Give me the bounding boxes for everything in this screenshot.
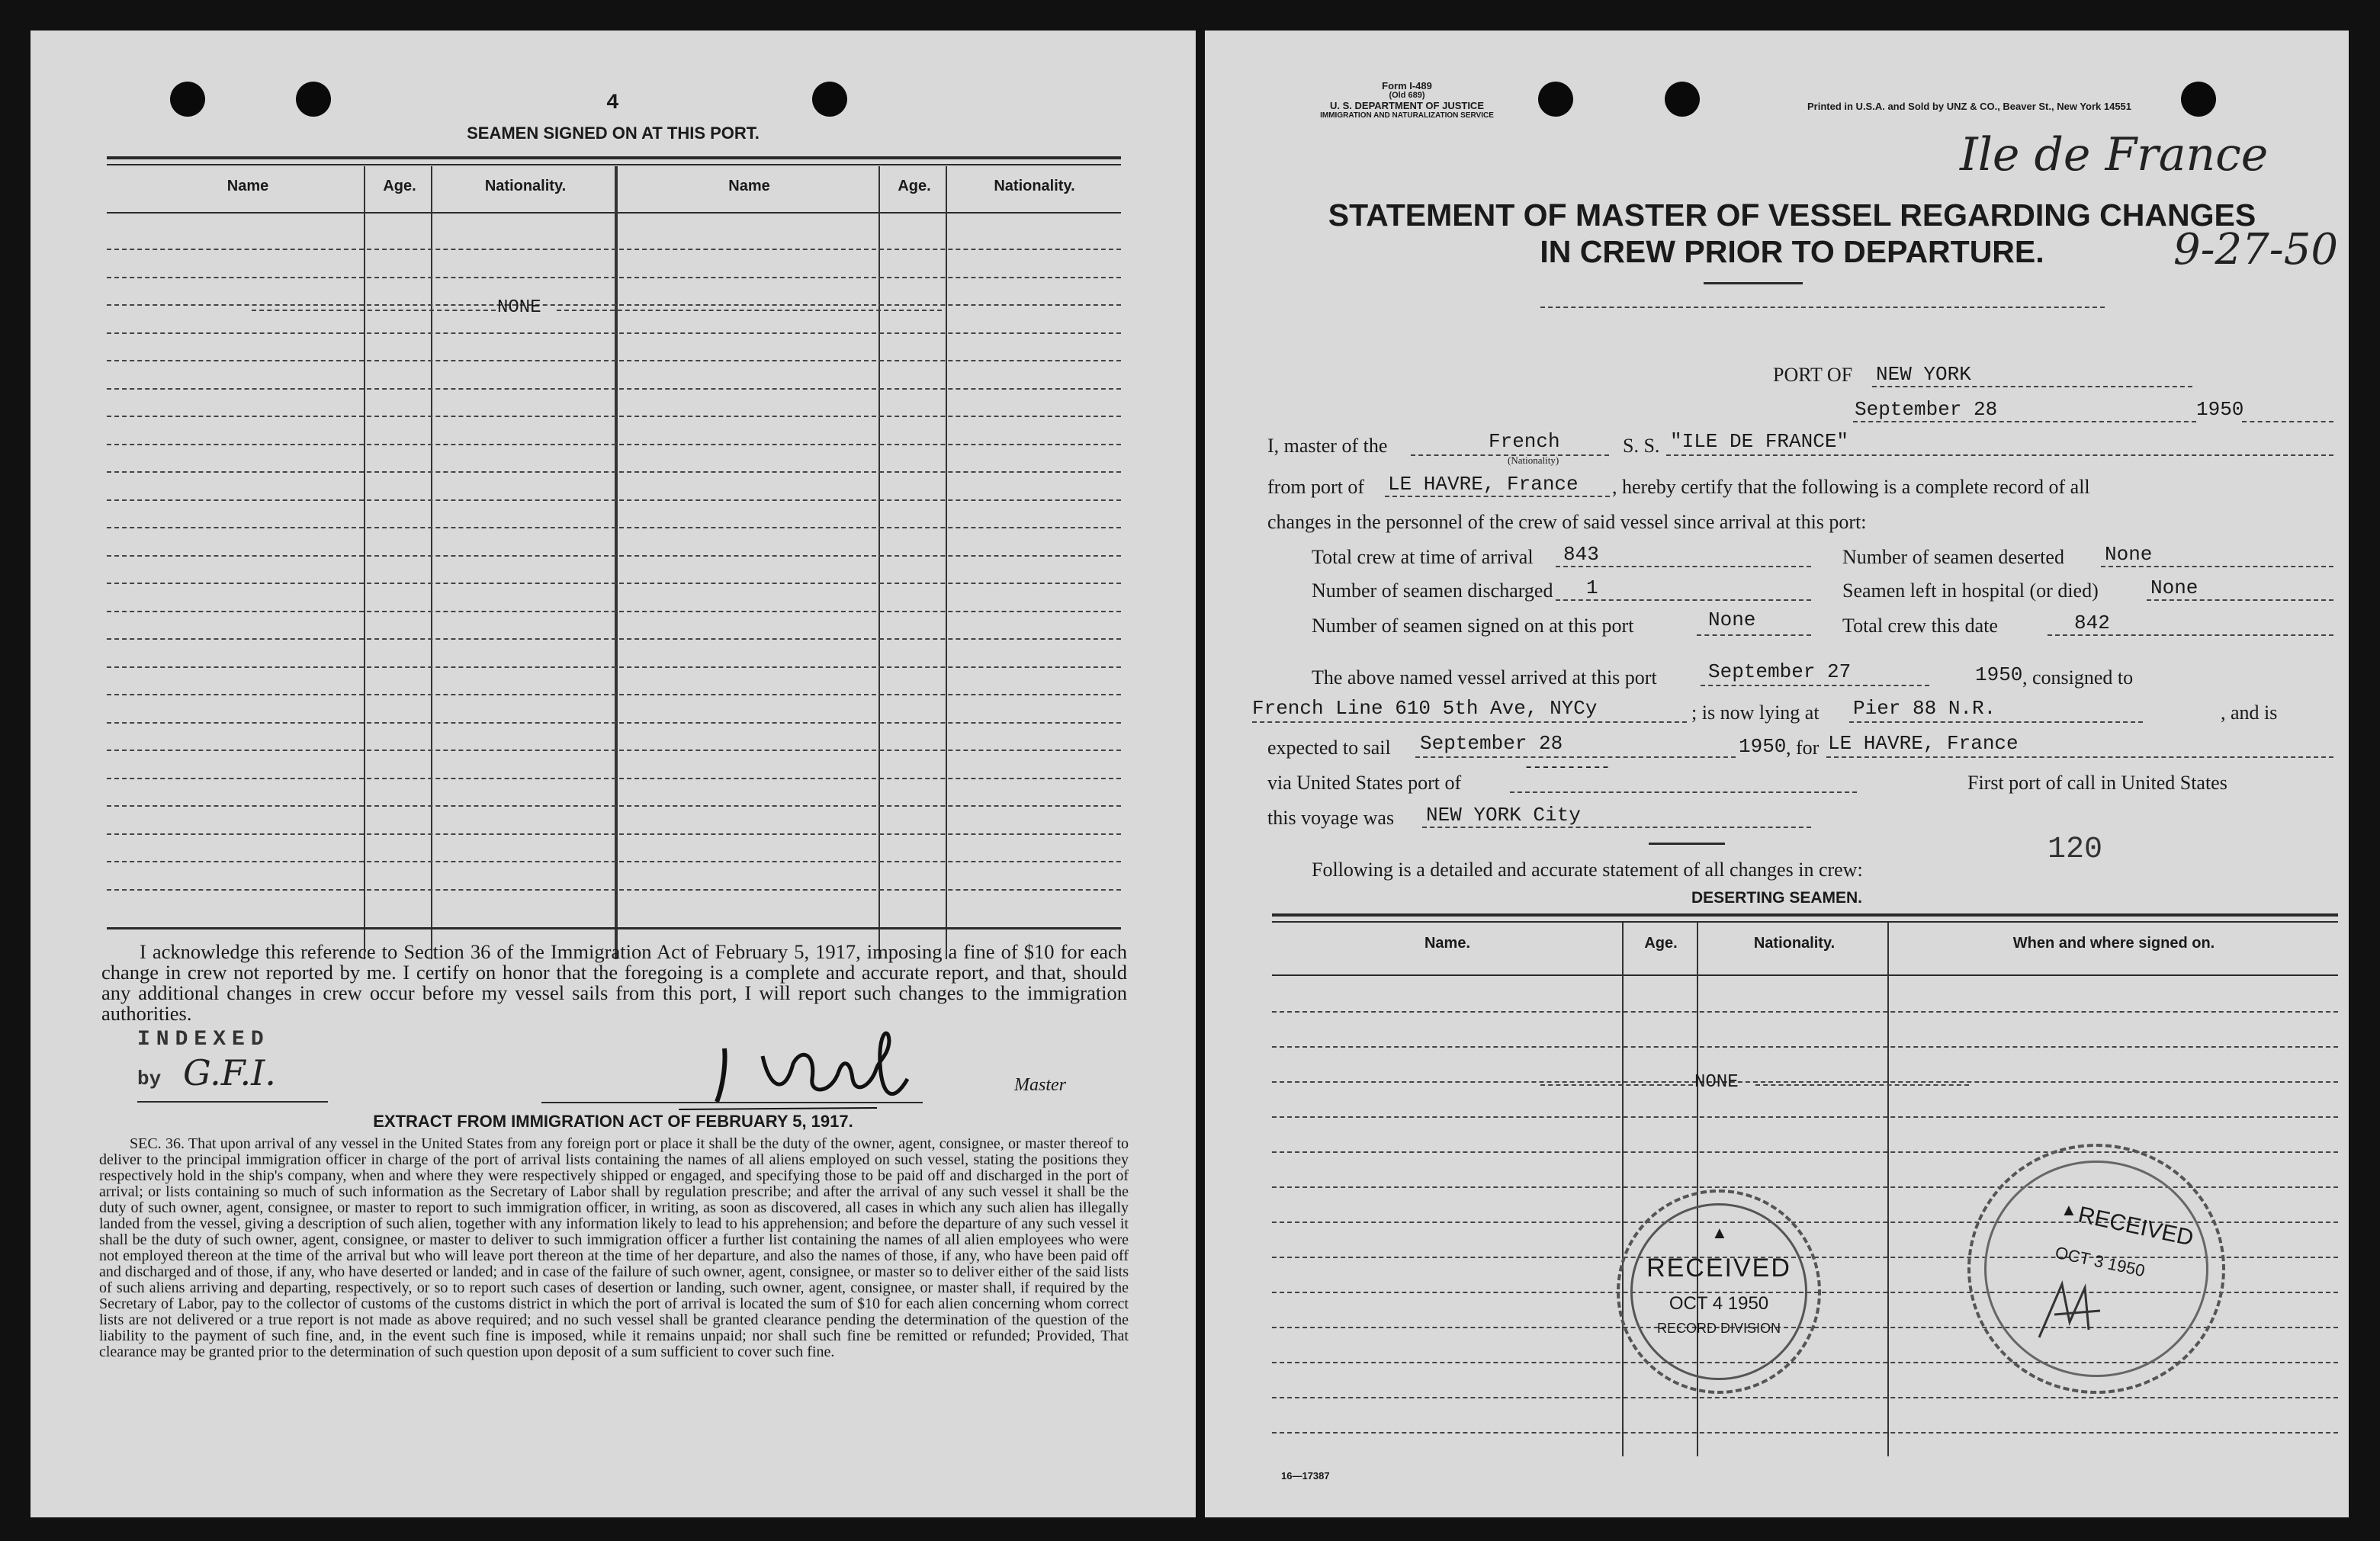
deserting-title: DESERTING SEAMEN. bbox=[1691, 889, 1863, 907]
form-title bbox=[1266, 197, 2318, 270]
fill-line bbox=[2101, 566, 2333, 567]
form-old-number: (Old 689) bbox=[1389, 91, 1425, 100]
voyage-label: this voyage was bbox=[1267, 807, 1395, 829]
table-row-rule bbox=[107, 444, 1121, 445]
fill-line bbox=[1849, 721, 2143, 723]
divider bbox=[107, 156, 1121, 159]
punch-hole bbox=[812, 82, 847, 117]
total-crew-date-label: Total crew this date bbox=[1842, 615, 1998, 637]
column-rule bbox=[878, 166, 880, 959]
discharged-label: Number of seamen discharged bbox=[1312, 579, 1553, 602]
dash-line bbox=[557, 310, 942, 311]
punch-hole bbox=[170, 82, 205, 117]
department: U. S. DEPARTMENT OF JUSTICE bbox=[1330, 100, 1484, 111]
column-header: When and where signed on. bbox=[2012, 935, 2215, 952]
nationality-caption: (Nationality) bbox=[1508, 454, 1559, 466]
fill-line bbox=[1556, 566, 1811, 567]
column-header: Age. bbox=[383, 178, 416, 194]
table-row-rule bbox=[107, 249, 1121, 250]
fill-line bbox=[2242, 421, 2333, 422]
dash-line bbox=[252, 310, 496, 311]
table-row-rule bbox=[107, 277, 1121, 278]
via-label: via United States port of bbox=[1267, 772, 1462, 794]
table-row-rule bbox=[107, 555, 1121, 557]
changes-text: changes in the personnel of the crew of said vessel since arrival at this port: bbox=[1267, 511, 1867, 533]
column-rule bbox=[615, 166, 618, 959]
first-port-label: First port of call in United States bbox=[1967, 772, 2227, 794]
form-header bbox=[1251, 81, 1563, 120]
indexed-by-label: by bbox=[137, 1067, 162, 1090]
ss-label: S. S. bbox=[1623, 435, 1660, 457]
table-row-rule bbox=[107, 750, 1121, 751]
date-year: 1950 bbox=[2196, 398, 2244, 421]
fill-line bbox=[1556, 599, 1811, 601]
and-is-label: , and is bbox=[2221, 701, 2278, 724]
title-line-2: IN CREW PRIOR TO DEPARTURE. bbox=[1540, 234, 2044, 269]
fill-line bbox=[1853, 421, 2196, 422]
indexed-stamp: INDEXED bbox=[137, 1028, 270, 1051]
none-label: NONE bbox=[497, 297, 541, 318]
fill-line bbox=[2147, 599, 2333, 601]
signed-on-value: None bbox=[1708, 608, 1756, 631]
table-row-rule bbox=[107, 360, 1121, 361]
sail-date-value: September 28 bbox=[1420, 732, 1563, 755]
signed-on-label: Number of seamen signed on at this port bbox=[1312, 615, 1634, 637]
fill-line bbox=[1422, 827, 1811, 828]
consigned-label: , consigned to bbox=[2022, 666, 2134, 689]
table-row-rule bbox=[107, 889, 1121, 891]
divider bbox=[1272, 913, 2338, 917]
column-header: Age. bbox=[898, 178, 931, 194]
punch-hole bbox=[2181, 82, 2216, 117]
table-row-rule bbox=[107, 805, 1121, 807]
table-bottom-rule bbox=[107, 927, 1121, 929]
dash-line bbox=[1755, 1084, 1969, 1086]
stamp-division: RECORD DIVISION bbox=[1656, 1321, 1781, 1336]
for-label: , for bbox=[1786, 737, 1820, 759]
table-row-rule bbox=[107, 638, 1121, 640]
table-row-rule bbox=[107, 611, 1121, 612]
fill-line bbox=[1872, 386, 2192, 387]
total-crew-arrival-label: Total crew at time of arrival bbox=[1312, 546, 1534, 568]
none-entry bbox=[252, 297, 946, 319]
destination-value: LE HAVRE, France bbox=[1828, 732, 2019, 755]
signature-rule bbox=[137, 1101, 328, 1103]
table-row-rule bbox=[107, 861, 1121, 862]
ss-value: "ILE DE FRANCE" bbox=[1670, 430, 1849, 453]
up-arrow-icon: ▲ bbox=[1711, 1223, 1728, 1242]
table-row-rule bbox=[1272, 1432, 2338, 1433]
sail-year: 1950 bbox=[1739, 735, 1787, 758]
column-rule bbox=[431, 166, 432, 959]
deserted-value: None bbox=[2105, 543, 2153, 566]
pier-value: Pier 88 N.R. bbox=[1853, 697, 1996, 720]
handwritten-date: 9-27-50 bbox=[2173, 225, 2338, 274]
column-rule bbox=[946, 166, 947, 959]
table-row-rule bbox=[107, 583, 1121, 584]
right-page bbox=[1205, 30, 2349, 1517]
title-rule bbox=[1704, 282, 1803, 284]
header-rule bbox=[1272, 974, 2338, 976]
handwritten-ship-name: Ile de France bbox=[1960, 128, 2269, 181]
punch-hole bbox=[1665, 82, 1700, 117]
expected-label: expected to sail bbox=[1267, 737, 1391, 759]
received-stamp bbox=[1967, 1144, 2225, 1394]
table-row-rule bbox=[1272, 1116, 2338, 1118]
column-header: Nationality. bbox=[994, 178, 1075, 194]
page-mark: 4 bbox=[606, 91, 619, 115]
date-value: September 28 bbox=[1855, 398, 1998, 421]
table-row-rule bbox=[107, 527, 1121, 528]
via-value: ---------- bbox=[1524, 758, 1610, 777]
punch-hole bbox=[296, 82, 331, 117]
separator bbox=[1649, 843, 1725, 845]
divider bbox=[107, 164, 1121, 165]
column-header: Name bbox=[728, 178, 770, 194]
received-stamp-record-division bbox=[1617, 1189, 1821, 1394]
fill-line bbox=[2048, 634, 2333, 636]
stamp-date: OCT 4 1950 bbox=[1669, 1293, 1769, 1314]
section-36-text: SEC. 36. That upon arrival of any vessel in the United States from any foreign port or place it shall be the duty of the owner, agent, consignee, or master thereof to deliver to the principal immigration officer in charge of the port of arrival lists containing the names of all aliens employed on such vessel, stating the positions they respectively hold in the ship's company, when and where they were respectively shipped or engaged, and specifying those to be paid off and discharged in the port of arrival; or lists containing so much of such information as the Secretary of Labor shall by regulation prescribe; and after the arrival of any such vessel it shall be the duty of such owner, agent, consignee, or master to report to such immigration officer, in writing, as soon as discovered, all cases in which any such alien has illegally landed from the vessel, giving a description of such alien, together with any information likely to lead to his apprehension; and before the departure of any such vessel it shall be the duty of such owner, agent, consignee, or master to deliver to such immigration officer a further list containing the names of all alien employees who were not employed thereon at the time of the arrival but who will leave port thereon at the time of her departure, and also the names of those, if any, who have been paid off and discharged and of those, if any, who have deserted or landed; and in case of the failure of such owner, agent, consignee, or master so to deliver either of the said lists of such aliens arriving and departing, respectively, or so to report such cases of desertion or landing, such owner, agent, consignee, or master shall, if required by the Secretary of Labor, pay to the collector of customs of the customs district in which the port of arrival is located the sum of $10 for each alien concerning whom correct lists are not delivered or a true report is not made as above required; and no such vessel shall be granted clearance pending the determination of the question of the liability to the payment of such fine, and, in the event such fine is imposed, while it remains unpaid; nor shall such fine be remitted or refunded; Provided, That clearance may be granted prior to the determination of such question upon deposit of a sum sufficient to cover such fine. bbox=[99, 1135, 1129, 1360]
stamp-initials bbox=[2032, 1276, 2123, 1345]
none-entry bbox=[1540, 1072, 1967, 1093]
column-header: Name. bbox=[1424, 935, 1471, 952]
column-header: Name bbox=[226, 178, 269, 194]
table-row-rule bbox=[107, 332, 1121, 334]
dash-line bbox=[1540, 1084, 1693, 1086]
fill-line bbox=[1252, 721, 1687, 723]
port-value: NEW YORK bbox=[1876, 363, 1971, 386]
table-row-rule bbox=[1272, 1151, 2338, 1153]
table-row-rule bbox=[107, 499, 1121, 501]
fill-line bbox=[1385, 496, 1610, 497]
column-header: Age. bbox=[1644, 935, 1678, 952]
header-rule bbox=[107, 212, 1121, 213]
column-rule bbox=[364, 166, 365, 959]
nationality-value: French bbox=[1489, 430, 1560, 453]
divider bbox=[1272, 921, 2338, 923]
table-row-rule bbox=[107, 666, 1121, 668]
title-dash-rule bbox=[1540, 307, 2105, 308]
none-label: NONE bbox=[1694, 1072, 1739, 1093]
up-arrow-icon: ▲ bbox=[2060, 1200, 2077, 1219]
arrived-label: The above named vessel arrived at this port bbox=[1312, 666, 1657, 689]
table-row-rule bbox=[1272, 1046, 2338, 1048]
stamp-received: RECEIVED bbox=[2076, 1202, 2196, 1251]
consignee-value: French Line 610 5th Ave, NYCy bbox=[1252, 697, 1598, 720]
master-label: Master bbox=[1014, 1075, 1066, 1095]
stamp-received: RECEIVED bbox=[1646, 1254, 1791, 1283]
hospital-value: None bbox=[2150, 576, 2199, 599]
indexed-initials: G.F.I. bbox=[183, 1052, 276, 1093]
table-row-rule bbox=[107, 694, 1121, 695]
section-title: SEAMEN SIGNED ON AT THIS PORT. bbox=[467, 124, 760, 143]
fill-line bbox=[1666, 454, 2333, 456]
fill-line bbox=[1510, 791, 1857, 793]
arrived-value: September 27 bbox=[1708, 660, 1852, 683]
form-number: Form I-489 bbox=[1382, 80, 1432, 91]
column-rule bbox=[1622, 923, 1624, 1456]
deserted-label: Number of seamen deserted bbox=[1842, 546, 2064, 568]
table-row-rule bbox=[107, 388, 1121, 390]
column-rule bbox=[1887, 923, 1889, 1456]
table-row-rule bbox=[107, 722, 1121, 724]
arrived-year: 1950 bbox=[1975, 663, 2023, 686]
port-label: PORT OF bbox=[1773, 364, 1853, 386]
table-row-rule bbox=[1272, 1011, 2338, 1013]
footer-code: 16—17387 bbox=[1281, 1470, 1330, 1482]
following-text: Following is a detailed and accurate statement of all changes in crew: bbox=[1312, 859, 1863, 881]
fill-line bbox=[1697, 634, 1811, 636]
extract-title: EXTRACT FROM IMMIGRATION ACT OF FEBRUARY 5, 1917. bbox=[373, 1112, 853, 1131]
from-port-value: LE HAVRE, France bbox=[1388, 473, 1579, 496]
certify-text: , hereby certify that the following is a complete record of all bbox=[1612, 476, 2090, 498]
table-row-rule bbox=[107, 778, 1121, 779]
voyage-value: NEW YORK City bbox=[1426, 804, 1581, 827]
printer-credit: Printed in U.S.A. and Sold by UNZ & CO., Beaver St., New York 14551 bbox=[1807, 101, 2132, 112]
table-row-rule bbox=[107, 833, 1121, 835]
hospital-label: Seamen left in hospital (or died) bbox=[1842, 579, 2099, 602]
table-row-rule bbox=[107, 416, 1121, 417]
title-line-1: STATEMENT OF MASTER OF VESSEL REGARDING CHANGES bbox=[1328, 197, 2256, 233]
table-row-rule bbox=[1272, 1397, 2338, 1398]
column-header: Nationality. bbox=[1753, 935, 1836, 952]
number-120: 120 bbox=[2048, 833, 2103, 867]
fill-line bbox=[1826, 756, 2333, 758]
from-port-label: from port of bbox=[1267, 476, 1365, 498]
master-signature-rule bbox=[541, 1102, 923, 1103]
lying-label: ; is now lying at bbox=[1691, 701, 1820, 724]
master-of-label: I, master of the bbox=[1267, 435, 1388, 457]
acknowledgment-text: I acknowledge this reference to Section 36 of the Immigration Act of February 5, 1917, imposing a fine of $10 for each change in crew not reported by me. I certify on honor that the foregoing is a complete and accurate report, and that, should any additional changes in crew occur before my vessel sails from this port, I will report such changes to the immigration authorities. bbox=[101, 940, 1127, 1025]
total-crew-arrival-value: 843 bbox=[1563, 543, 1599, 566]
table-row-rule bbox=[107, 471, 1121, 473]
total-crew-date-value: 842 bbox=[2074, 612, 2110, 634]
service: IMMIGRATION AND NATURALIZATION SERVICE bbox=[1320, 111, 1494, 120]
column-header: Nationality. bbox=[484, 178, 567, 194]
stamp-date: OCT 3 1950 bbox=[2053, 1242, 2147, 1281]
fill-line bbox=[1701, 685, 1929, 686]
discharged-value: 1 bbox=[1586, 576, 1598, 599]
left-page bbox=[31, 30, 1196, 1517]
